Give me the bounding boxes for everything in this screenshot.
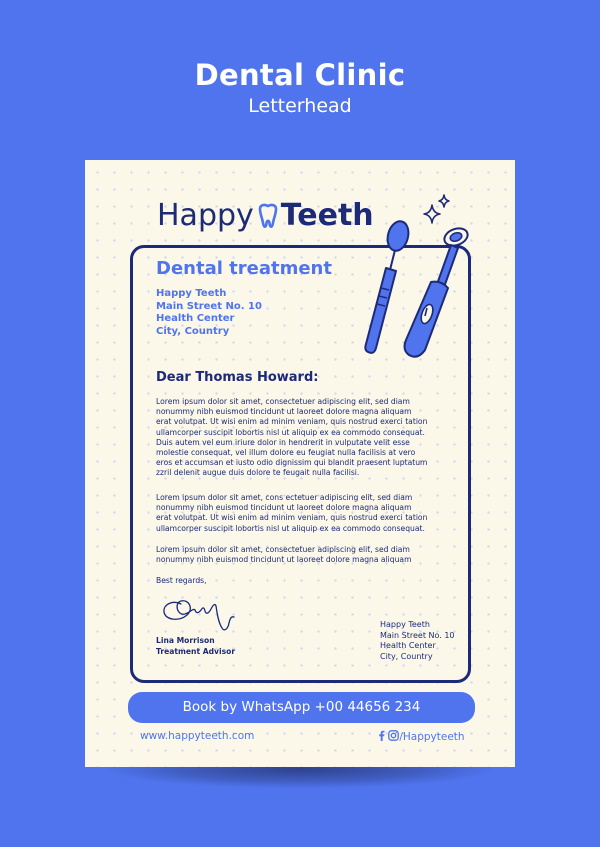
sender-address-line: City, Country [156,325,230,337]
logo [157,196,374,236]
footer-address-line: Health Center [380,641,436,651]
body-paragraph [156,545,456,565]
paragraph-line: erat volutpat. Ut wisi enim ad minim veniam, quis nostrud exerci tation [156,417,428,427]
sender-address [156,288,262,338]
social-links[interactable] [378,730,465,743]
paragraph-line: nonummy nibh euismod tincidunt ut laoreet dolore magna aliquam [156,503,412,513]
footer-address [380,620,455,662]
footer-address-line: Main Street No. 10 [380,630,455,640]
header-title: Dental Clinic [194,58,406,92]
dental-mirror-icon [365,219,411,353]
footer-address-line: City, Country [380,651,433,661]
dental-tools-illustration [355,218,475,362]
logo-word-happy: Happy [157,198,254,233]
paragraph-line: Lorem ipsum dolor sit amet, consectetuer adipiscing elit, sed diam [156,545,410,554]
paragraph-line: erat volutpat. Ut wisi enim ad minim veniam, quis nostrud exerci tation [156,513,428,523]
signer-title: Treatment Advisor [156,646,236,656]
paragraph-line: Lorem ipsum dolor sit amet, cons ectetuer adipiscing elit, sed diam [156,493,413,502]
sender-address-line: Happy Teeth [156,288,227,299]
footer-address-line: Happy Teeth [380,620,430,629]
body-paragraph [156,493,456,534]
paragraph-line: zzril delenit augue duis dolore te feugait nulla facilisi. [156,468,360,478]
tooth-icon [257,202,279,230]
closing: Best regards, [156,576,207,585]
facebook-icon[interactable] [378,730,385,741]
paragraph-line: eros et accumsan et iusto odio dignissim qui blandit praesent luptatum [156,458,428,468]
paragraph-line: ullamcorper suscipit lobortis nisl ut aliquip ex ea commodo consequat. [156,523,425,533]
paragraph-line: molestie consequat, vel illum dolore eu feugiat nulla facilisis at vero [156,448,416,458]
body-paragraph [156,397,456,479]
paragraph-line: Duis autem vel eum iriure dolor in hendrerit in vulputate velit esse [156,437,410,447]
paragraph-line: nonummy nibh euismod tincidunt ut laoreet dolore magna aliquam [156,407,412,417]
electric-toothbrush-icon [405,225,470,356]
paragraph-line: Lorem ipsum dolor sit amet, consectetuer adipiscing elit, sed diam [156,397,410,406]
sender-address-line: Main Street No. 10 [156,300,262,312]
paragraph-line: ullamcorper suscipit lobortis nisl ut aliquip ex ea commodo consequat. [156,427,425,437]
header-subtitle: Letterhead [248,95,352,117]
sender-address-line: Health Center [156,313,235,324]
instagram-icon[interactable] [388,730,399,741]
letter-title: Dental treatment [156,258,332,279]
signature-icon [159,592,249,638]
signer-block [156,636,235,657]
greeting: Dear Thomas Howard: [156,370,319,385]
signer-name: Lina Morrison [156,636,215,645]
whatsapp-booking-button[interactable]: Book by WhatsApp +00 44656 234 [128,692,475,723]
logo-word-teeth: Teeth [280,198,374,233]
letterhead-paper [85,160,515,767]
website-link[interactable]: www.happyteeth.com [140,730,255,742]
paragraph-line: nonummy nibh euismod tincidunt ut laoreet dolore magna aliquam [156,555,412,565]
social-handle[interactable]: /Happyteeth [399,731,465,743]
